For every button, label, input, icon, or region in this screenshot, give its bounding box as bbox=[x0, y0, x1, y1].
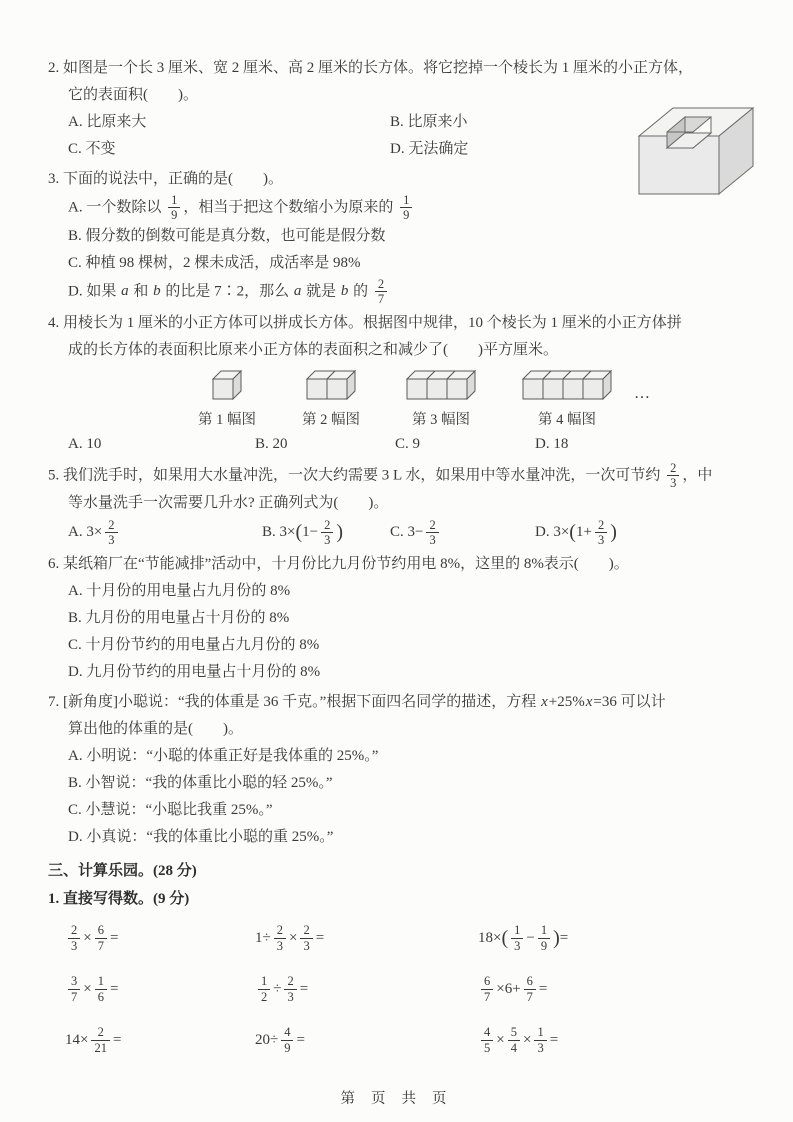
q3-option-d: D. 如果 a 和 b 的比是 7∶2，那么 a 就是 b 的 $\frac{2}{7}$ bbox=[68, 277, 755, 307]
cube-figure-image bbox=[406, 370, 476, 405]
fraction: $\frac{1}{3}$ bbox=[534, 1025, 546, 1055]
math-variable: b bbox=[340, 283, 349, 300]
fraction: $\frac{2}{3}$ bbox=[321, 518, 333, 548]
q6-stem: 6. 某纸箱厂在“节能减排”活动中，十月份比九月份节约用电 8%，这里的 8%表示( )。 bbox=[48, 555, 629, 572]
calc-expression: 14× $\frac{2}{21}$ = bbox=[65, 1025, 122, 1055]
q7-option-d: D. 小真说：“我的体重比小聪的重 25%。” bbox=[68, 828, 334, 845]
q6-option-c: C. 十月份节约的用电量占九月份的 8% bbox=[68, 636, 320, 653]
fraction: $\frac{2}{3}$ bbox=[426, 518, 438, 548]
fraction: $\frac{2}{3}$ bbox=[284, 974, 296, 1004]
q4-options bbox=[68, 431, 755, 458]
q5-option-b: B. 3×(1− $\frac{2}{3}$ ) bbox=[262, 517, 344, 548]
q4-option-a: A. 10 bbox=[68, 435, 102, 452]
q7-option-a: A. 小明说：“小聪的体重正好是我体重的 25%。” bbox=[68, 747, 379, 764]
q4-option-b: B. 20 bbox=[255, 435, 288, 452]
fraction: $\frac{2}{3}$ bbox=[68, 923, 80, 953]
fraction: $\frac{1}{2}$ bbox=[258, 974, 270, 1004]
calc-grid bbox=[65, 913, 755, 1066]
math-variable: a bbox=[121, 283, 129, 300]
calc-expression: $\frac{4}{5}$ × $\frac{5}{4}$ × $\frac{1}{3}$ = bbox=[478, 1015, 755, 1066]
calc-expression: 1÷ $\frac{2}{3}$ × $\frac{2}{3}$ = bbox=[255, 923, 325, 953]
q7-option-b: B. 小智说：“我的体重比小聪的轻 25%。” bbox=[68, 774, 333, 791]
cube-figure bbox=[406, 370, 476, 429]
q5-option-d: D. 3×(1+ $\frac{2}{3}$ ) bbox=[535, 517, 617, 548]
q6-option-d: D. 九月份节约的用电量占十月份的 8% bbox=[68, 663, 321, 680]
q3-option-a: A. 一个数除以 $\frac{1}{9}$ ，相当于把这个数缩小为原来的 $\frac{1}{9}$ bbox=[68, 193, 755, 223]
q5-stem-line1: 5. 我们洗手时，如果用大水量冲洗，一次大约需要 3 L 水，如果用中等水量冲洗，一次可节约 $\frac{2}{3}$ ，中 bbox=[48, 460, 713, 490]
q7-stem-line2: 算出他的体重的是( )。 bbox=[68, 720, 243, 737]
math-variable: x bbox=[585, 693, 593, 710]
q3-option-b: B. 假分数的倒数可能是真分数，也可能是假分数 bbox=[68, 227, 386, 244]
big-paren: ( bbox=[501, 926, 509, 949]
cube-figure-image bbox=[306, 370, 356, 405]
calc-expression: $\frac{1}{2}$ ÷ $\frac{2}{3}$ = bbox=[255, 964, 478, 1015]
fraction: $\frac{2}{3}$ bbox=[300, 923, 312, 953]
q7-option-c: C. 小慧说：“小聪比我重 25%。” bbox=[68, 801, 273, 818]
q3-stem: 3. 下面的说法中，正确的是( )。 bbox=[48, 171, 283, 187]
fraction: $\frac{4}{5}$ bbox=[481, 1025, 493, 1055]
fraction: $\frac{1}{9}$ bbox=[400, 193, 412, 223]
fraction: $\frac{1}{9}$ bbox=[168, 193, 180, 223]
cube-figure-image bbox=[212, 370, 242, 405]
q4-option-d: D. 18 bbox=[535, 435, 569, 452]
q5-stem-line2: 等水量洗手一次需要几升水? 正确列式为( )。 bbox=[68, 495, 389, 512]
page-footer: 第 页 共 页 bbox=[340, 1091, 453, 1107]
q4-stem-line2: 成的长方体的表面积比原来小正方体的表面积之和减少了( )平方厘米。 bbox=[68, 341, 558, 358]
q5-option-c: C. 3− $\frac{2}{3}$ bbox=[390, 517, 535, 547]
q6-option-b: B. 九月份的用电量占十月份的 8% bbox=[68, 609, 290, 626]
fraction: $\frac{3}{7}$ bbox=[68, 974, 80, 1004]
fraction: $\frac{2}{7}$ bbox=[375, 277, 387, 307]
fraction: $\frac{2}{3}$ bbox=[667, 461, 679, 491]
q2-option-a: A. 比原来大 bbox=[68, 114, 147, 130]
question-7 bbox=[48, 689, 755, 851]
fraction: $\frac{2}{3}$ bbox=[595, 518, 607, 548]
q2-stem-line1: 2. 如图是一个长 3 厘米、宽 2 厘米、高 2 厘米的长方体。将它挖掉一个棱长为 1 厘米的小正方体， bbox=[48, 60, 694, 76]
q4-option-c: C. 9 bbox=[395, 435, 421, 452]
fraction: $\frac{2}{21}$ bbox=[91, 1025, 110, 1055]
cube-figure-label: 第 3 幅图 bbox=[412, 411, 470, 428]
math-variable: a bbox=[293, 283, 302, 300]
cube-figure-label: 第 4 幅图 bbox=[538, 411, 596, 428]
cuboid-notch-figure bbox=[627, 100, 759, 198]
big-paren: ) bbox=[610, 521, 617, 544]
q2-option-b: B. 比原来小 bbox=[390, 114, 468, 130]
math-variable: x bbox=[541, 693, 548, 710]
q2-option-d: D. 无法确定 bbox=[390, 141, 469, 157]
q7-stem-line1: 7. [新角度]小聪说：“我的体重是 36 千克。”根据下面四名同学的描述，方程 x+25%x=36 可以计 bbox=[48, 693, 666, 710]
calc-expression: $\frac{6}{7}$ ×6+ $\frac{6}{7}$ = bbox=[478, 964, 755, 1015]
fraction: $\frac{1}{9}$ bbox=[538, 923, 550, 953]
fraction: $\frac{6}{7}$ bbox=[95, 923, 107, 953]
calc-expression: $\frac{3}{7}$ × $\frac{1}{6}$ = bbox=[65, 964, 255, 1015]
q5-options bbox=[68, 517, 755, 547]
cube-figure bbox=[522, 370, 612, 429]
question-4 bbox=[48, 310, 755, 458]
fraction: $\frac{4}{9}$ bbox=[281, 1025, 293, 1055]
fraction: $\frac{1}{6}$ bbox=[95, 974, 107, 1004]
math-variable: b bbox=[153, 283, 161, 300]
calc-expression: 18× ( $\frac{1}{3}$ − $\frac{1}{9}$ ) = bbox=[478, 923, 569, 953]
calc-expression: 20÷ $\frac{4}{9}$ = bbox=[255, 1025, 305, 1055]
q2-stem-line2: 它的表面积( )。 bbox=[68, 87, 198, 103]
cube-figure-label: 第 2 幅图 bbox=[302, 411, 360, 428]
section-3-calculation bbox=[48, 857, 755, 1066]
q5-option-a: A. 3× $\frac{2}{3}$ bbox=[68, 517, 262, 547]
fraction: $\frac{1}{3}$ bbox=[511, 923, 523, 953]
q4-stem-line1: 4. 用棱长为 1 厘米的小正方体可以拼成长方体。根据图中规律，10 个棱长为 1 厘米的小正方体拼 bbox=[48, 314, 682, 331]
section-3-sub1: 1. 直接写得数。(9 分) bbox=[48, 890, 190, 907]
fraction: $\frac{2}{3}$ bbox=[105, 518, 117, 548]
section-3-title: 三、计算乐园。(28 分) bbox=[48, 862, 197, 879]
cube-figure-label: 第 1 幅图 bbox=[198, 411, 256, 428]
q4-figure-row bbox=[198, 370, 755, 429]
q3-option-c: C. 种植 98 棵树，2 棵未成活，成活率是 98% bbox=[68, 254, 361, 271]
q6-option-a: A. 十月份的用电量占九月份的 8% bbox=[68, 582, 291, 599]
fraction: $\frac{6}{7}$ bbox=[524, 974, 536, 1004]
ellipsis: … bbox=[634, 384, 652, 402]
cube-figure-image bbox=[522, 370, 612, 405]
question-2 bbox=[48, 55, 755, 163]
question-5 bbox=[48, 461, 755, 548]
big-paren: ) bbox=[553, 926, 560, 949]
fraction: $\frac{5}{4}$ bbox=[508, 1025, 520, 1055]
question-6 bbox=[48, 551, 755, 686]
big-paren: ) bbox=[336, 521, 344, 544]
fraction: $\frac{2}{3}$ bbox=[274, 923, 286, 953]
big-paren: ( bbox=[295, 521, 303, 544]
cube-figure bbox=[198, 370, 256, 429]
cube-figure bbox=[302, 370, 360, 429]
big-paren: ( bbox=[569, 521, 576, 544]
q2-option-c: C. 不变 bbox=[68, 141, 116, 157]
fraction: $\frac{6}{7}$ bbox=[481, 974, 493, 1004]
calc-expression: $\frac{2}{3}$ × $\frac{6}{7}$ = bbox=[65, 913, 255, 964]
